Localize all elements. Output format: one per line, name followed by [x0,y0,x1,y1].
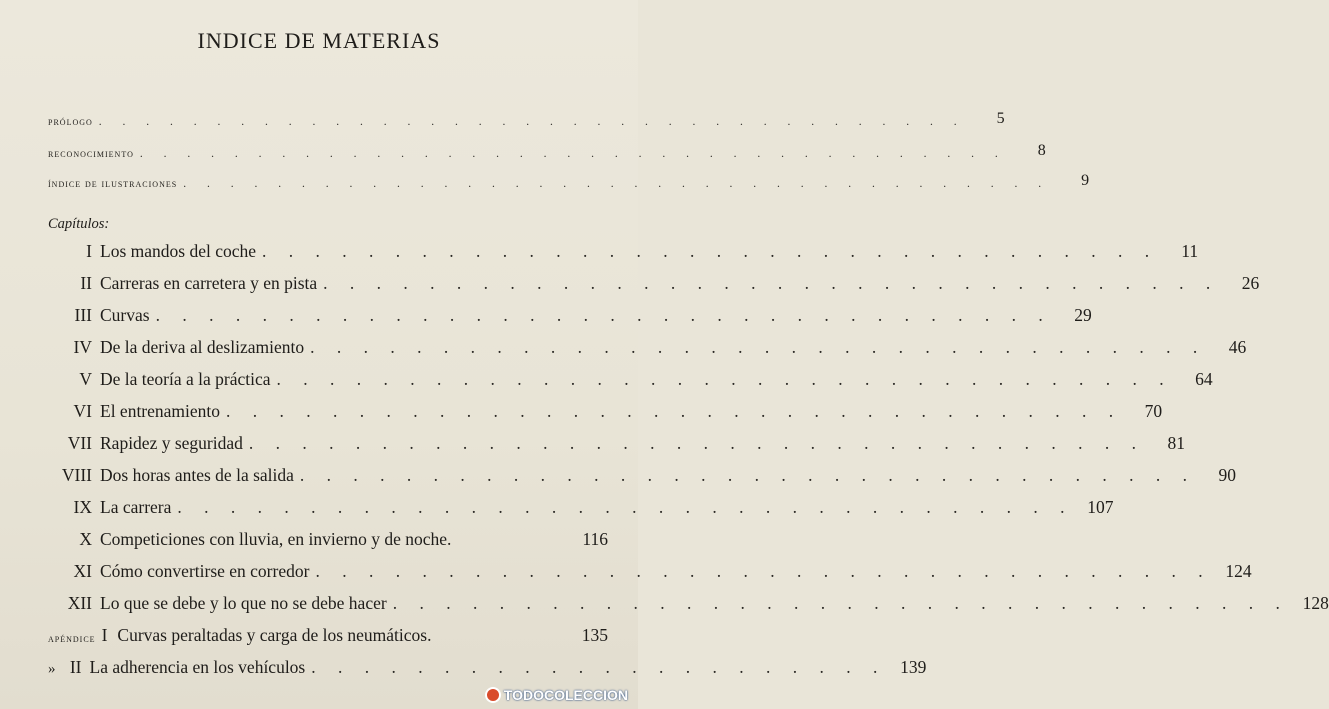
leader-dots: . . . . . . . . . . . . . . . . . . . . . . . . . . . . . . . . . . . . . [98,116,966,128]
toc-entry-chapter [48,398,1163,422]
toc-entry-appendix [48,622,608,646]
chapter-title: El entrenamiento [100,401,221,421]
toc-entry-chapter [48,302,1092,326]
toc-entry-chapter [48,590,1329,614]
chapter-title: La carrera [100,497,172,517]
chapter-number: XII [67,593,92,613]
leader-dots: . . . . . . . . . . . . . . . . . . . . . . . . . . . . . . . . . . [310,337,1207,357]
chapter-number: II [80,273,92,293]
toc-entry-chapter [48,462,1237,486]
chapter-number: X [79,529,92,549]
toc-page-number: 107 [1087,497,1114,517]
chapter-number: IV [73,337,92,357]
toc-entry-chapter [48,494,1114,518]
chapter-number: IX [73,497,92,517]
chapter-title: Dos horas antes de la salida [100,465,294,485]
chapter-title: De la deriva al deslizamiento [100,337,305,357]
leader-dots: . . . . . . . . . . . . . . . . . . . . . . . . . . . . . . . . . . [155,305,1052,325]
chapter-title: Carreras en carretera y en pista [100,273,318,293]
toc-label: índice de ilustraciones [48,178,178,190]
chapter-title: Rapidez y seguridad [100,433,243,453]
toc-entry-chapter [48,430,1185,454]
page-title: INDICE DE MATERIAS [197,28,441,53]
toc-entry-chapter [48,334,1247,358]
chapter-title: De la teoría a la práctica [100,369,271,389]
chapter-title: Cómo convertirse en corredor [100,561,310,581]
chapter-number: VII [67,433,92,453]
watermark-logo-icon [485,687,501,703]
chapters-heading: Capítulos: [48,216,110,232]
toc-entry-chapter [48,366,1213,390]
chapter-number: V [79,369,92,389]
appendix-prefix: apéndice [48,631,96,645]
leader-dots: . . . . . . . . . . . . . . . . . . . . . . [311,657,887,677]
chapter-title: Competiciones con lluvia, en invierno y de noche. [100,529,452,549]
leader-dots: . . . . . . . . . . . . . . . . . . . . . . . . . . . . . . . . . . [226,401,1123,421]
toc-page-number: 26 [1241,273,1260,293]
chapter-number: XI [73,561,92,581]
appendix-title: La adherencia en los vehículos [89,657,306,677]
leader-dots: . . . . . . . . . . . . . . . . . . . . . . . . . . . . . . . . . . . . . [183,178,1051,190]
leader-dots: . . . . . . . . . . . . . . . . . . . . . . . . . . . . . . . . . . [248,433,1145,453]
toc-label: reconocimiento [48,148,134,160]
toc-entry-chapter [48,238,1199,262]
chapter-number: I [86,241,92,261]
leader-dots: . . . . . . . . . . . . . . . . . . . . . . . . . . . . . . . . . . [392,593,1289,613]
toc-entry-chapter [48,270,1260,294]
chapter-number: III [74,305,92,325]
chapter-number: VIII [61,465,92,485]
toc-entry-appendix [48,654,927,678]
toc-page-number: 139 [900,657,927,677]
toc-page-number: 135 [581,625,608,645]
toc-entry-reconocimiento [48,136,1047,160]
toc-entry-chapter [48,558,1252,582]
watermark [485,687,628,703]
chapter-title: Curvas [100,305,150,325]
appendix-number: I [101,625,108,645]
toc-label: prólogo [48,116,93,128]
watermark-text: TODOCOLECCION [503,687,628,703]
toc-page-number: 90 [1218,465,1237,485]
toc-entry-indice-ilustraciones [48,166,1091,190]
toc-page-number: 9 [1081,172,1091,189]
leader-dots: . . . . . . . . . . . . . . . . . . . . . . . . . . . . . . . . . . [299,465,1197,485]
appendix-ditto-mark: » [48,661,56,677]
toc-entry-chapter [48,526,608,550]
appendix-number: II [69,657,82,677]
toc-page-number: 128 [1302,593,1329,613]
chapter-title: Lo que se debe y lo que no se debe hacer [100,593,387,613]
toc-entry-prologo [48,104,1006,128]
chapter-number: VI [73,401,92,421]
leader-dots: . . . . . . . . . . . . . . . . . . . . . . . . . . . . . . . . . . [323,273,1220,293]
toc-page-number: 29 [1074,305,1092,325]
toc-page-number: 81 [1167,433,1185,453]
leader-dots: . . . . . . . . . . . . . . . . . . . . . . . . . . . . . . . . . . [276,369,1173,389]
appendix-title: Curvas peraltadas y carga de los neumáticos. [117,625,432,645]
leader-dots: . . . . . . . . . . . . . . . . . . . . . . . . . . . . . . . . . . [315,561,1212,581]
toc-page-number: 5 [996,110,1006,127]
toc-page-number: 116 [582,529,608,549]
leader-dots: . . . . . . . . . . . . . . . . . . . . . . . . . . . . . . . . . . [177,497,1074,517]
toc-page-number: 8 [1037,142,1047,159]
chapter-title: Los mandos del coche [100,241,256,261]
leader-dots: . . . . . . . . . . . . . . . . . . . . . . . . . . . . . . . . . . . . . [139,148,1007,160]
toc-page-number: 11 [1181,241,1199,261]
toc-page-number: 64 [1195,369,1213,389]
leader-dots: . . . . . . . . . . . . . . . . . . . . . . . . . . . . . . . . . . [262,241,1159,261]
toc-page-number: 46 [1228,337,1247,357]
toc-page-number: 70 [1144,401,1163,421]
toc-page-number: 124 [1225,561,1252,581]
